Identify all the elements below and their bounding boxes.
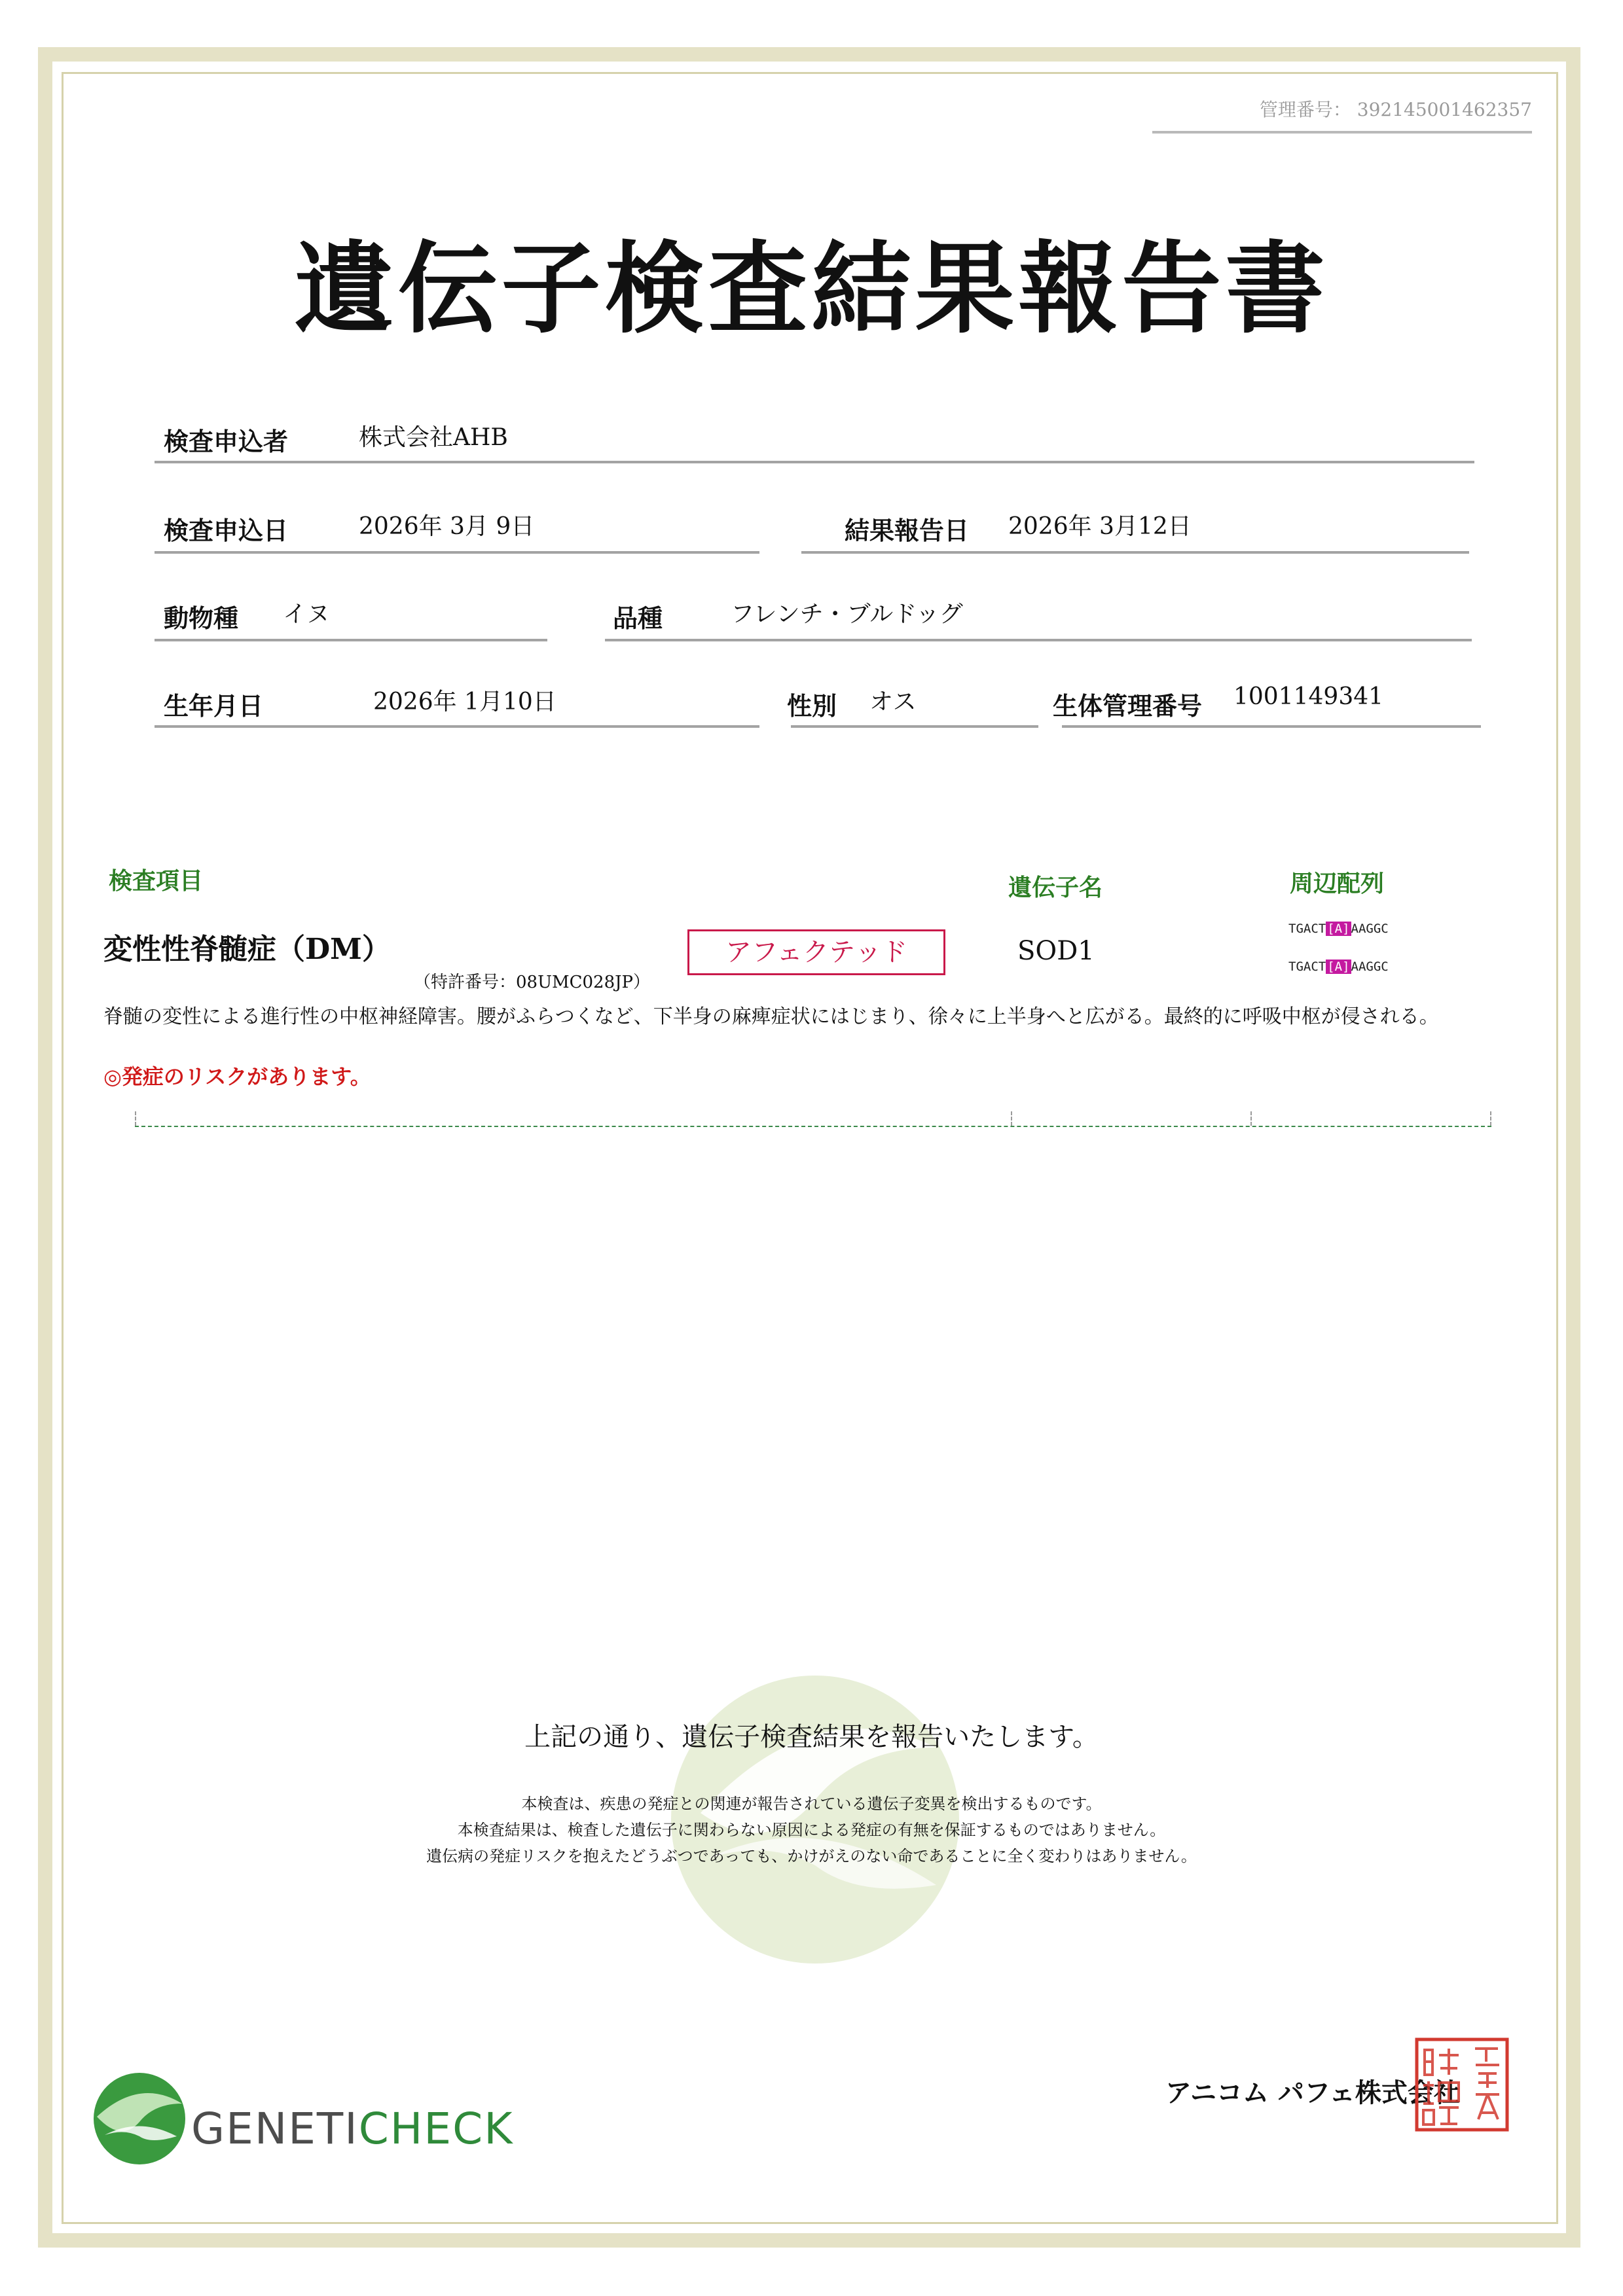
seq2-post: AAGGC <box>1351 960 1389 974</box>
logo-wordmark <box>191 2104 513 2154</box>
applicant-underline <box>155 461 1474 463</box>
management-underline <box>1152 131 1532 134</box>
report-date-underline <box>801 551 1469 554</box>
seq2-mutation: [A] <box>1327 960 1350 974</box>
divider-tick <box>1011 1111 1012 1126</box>
section-header-sequence: 周辺配列 <box>1290 870 1385 897</box>
section-header-item: 検査項目 <box>109 867 204 895</box>
application-date-underline <box>155 551 759 554</box>
report-date-label: 結果報告日 <box>845 516 970 545</box>
sex-value: オス <box>869 689 917 715</box>
application-date-value: 2026年 3月 9日 <box>359 513 535 540</box>
sequence-line-1 <box>1288 922 1389 936</box>
patent-number: （特許番号：08UMC028JP） <box>414 973 651 992</box>
section-header-gene: 遺伝子名 <box>1008 874 1103 901</box>
result-text: アフェクテッド <box>725 937 907 967</box>
management-value: 392145001462357 <box>1357 99 1532 120</box>
genetic-check-logo-icon <box>92 2071 187 2166</box>
seq2-pre: TGACT <box>1288 960 1326 974</box>
footer-note-1: 本検査は、疾患の発症との関連が報告されている遺伝子変異を検出するものです。 <box>521 1795 1102 1813</box>
footer-note-3: 遺伝病の発症リスクを抱えたどうぶつであっても、かけがえのない命であることに全く変わりはありません。 <box>426 1847 1197 1865</box>
gene-name: SOD1 <box>1017 936 1095 966</box>
divider-tick <box>1490 1111 1491 1126</box>
id-number-value: 1001149341 <box>1233 683 1384 710</box>
risk-notice: ◎発症のリスクがあります。 <box>103 1064 371 1089</box>
test-name: 変性性脊髄症（DM） <box>103 933 391 966</box>
seq1-pre: TGACT <box>1288 922 1326 936</box>
species-value: イヌ <box>283 601 331 628</box>
birth-date-underline <box>155 725 759 728</box>
result-badge <box>687 929 945 975</box>
row-divider <box>135 1126 1491 1127</box>
company-seal-stamp <box>1413 2036 1511 2134</box>
logo-wordmark-part1: GENETI <box>191 2104 359 2154</box>
divider-tick <box>135 1111 136 1126</box>
application-date-label: 検査申込日 <box>164 516 289 545</box>
test-description: 脊髄の変性による進行性の中枢神経障害。腰がふらつくなど、下半身の麻痺症状にはじまり、徐々に上半身へと広がる。最終的に呼吸中枢が侵される。 <box>103 1005 1439 1028</box>
seq1-mutation: [A] <box>1327 922 1350 936</box>
company-name: アニコム パフェ株式会社 <box>1165 2077 1460 2108</box>
sex-label: 性別 <box>787 691 837 721</box>
footer-statement: 上記の通り、遺伝子検査結果を報告いたします。 <box>524 1722 1099 1752</box>
watermark-logo <box>661 1649 969 1983</box>
logo-wordmark-part2: CHECK <box>358 2104 514 2154</box>
id-number-label: 生体管理番号 <box>1053 691 1203 721</box>
applicant-value: 株式会社AHB <box>359 424 508 451</box>
footer-note-2: 本検査結果は、検査した遺伝子に関わらない原因による発症の有無を保証するものではありません。 <box>457 1821 1166 1839</box>
breed-underline <box>605 639 1472 641</box>
management-label: 管理番号： <box>1259 99 1351 120</box>
birth-date-value: 2026年 1月10日 <box>373 689 556 715</box>
birth-date-label: 生年月日 <box>164 691 264 721</box>
breed-label: 品種 <box>613 603 663 633</box>
page-title: 遺伝子検査結果報告書 <box>294 230 1329 347</box>
report-date-value: 2026年 3月12日 <box>1008 513 1192 540</box>
applicant-label: 検査申込者 <box>164 427 289 456</box>
seq1-post: AAGGC <box>1351 922 1389 936</box>
sequence-line-2 <box>1288 960 1389 974</box>
management-number <box>1152 96 1532 122</box>
id-number-underline <box>1062 725 1481 728</box>
divider-tick <box>1250 1111 1252 1126</box>
species-label: 動物種 <box>164 603 239 633</box>
species-underline <box>155 639 547 641</box>
breed-value: フレンチ・ブルドッグ <box>731 601 963 628</box>
sex-underline <box>791 725 1038 728</box>
